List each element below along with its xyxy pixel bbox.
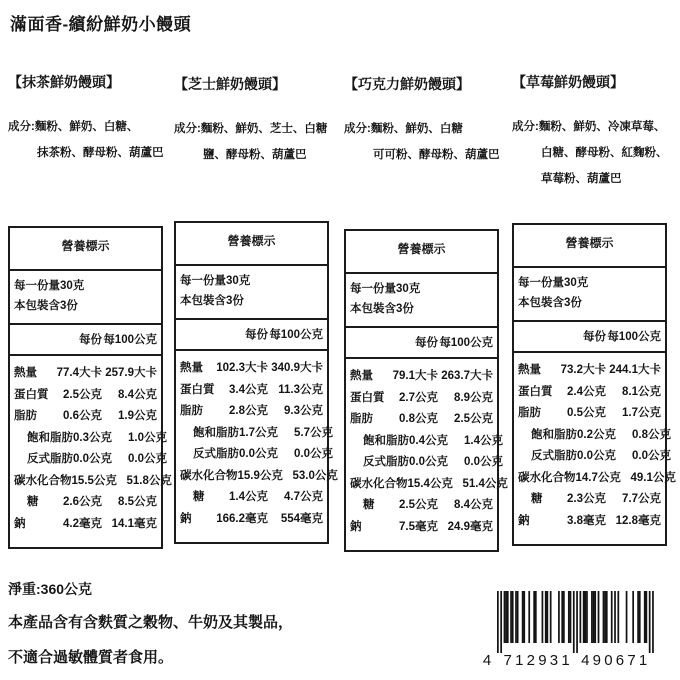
servings-per-pack: 本包裝含3份 — [518, 297, 582, 309]
product-ingredients — [512, 114, 680, 192]
product-column — [174, 74, 338, 594]
barcode-digit: 2 — [526, 652, 535, 669]
serving-size: 每一份量30克 — [350, 283, 421, 295]
nutrient-label: 碳水化合物 — [14, 474, 72, 487]
col-header-per-serving: 每份 — [245, 329, 268, 341]
value-per-serving: 2.4公克 — [567, 385, 606, 398]
nutrition-row — [180, 466, 338, 488]
nutrition-table — [344, 229, 508, 552]
value-per-100g: 1.0公克 — [128, 431, 167, 444]
net-weight-text: 淨重:360公克 — [8, 581, 93, 597]
value-per-serving: 73.2大卡 — [560, 364, 606, 376]
nutrition-row — [14, 514, 157, 536]
ingredients-line: 成分:麵粉、鮮奶、芝士、白糖 — [174, 123, 328, 135]
nutrient-label: 脂肪 — [350, 413, 373, 425]
nutrition-row — [518, 446, 671, 468]
nutrient-label: 飽和脂肪 — [363, 434, 409, 447]
nutrient-label: 熱量 — [518, 364, 541, 376]
value-per-serving: 0.0公克 — [239, 448, 278, 460]
nutrition-row — [350, 452, 503, 474]
value-per-serving: 102.3大卡 — [216, 362, 268, 374]
nutrient-label: 蛋白質 — [14, 388, 49, 401]
nutrition-row — [180, 358, 323, 380]
barcode-digit: 7 — [627, 652, 636, 669]
value-per-100g: 0.0公克 — [464, 456, 503, 468]
product-name: 【抹茶鮮奶饅頭】 — [8, 74, 120, 90]
value-per-serving: 14.7公克 — [575, 471, 621, 484]
serving-info — [346, 272, 497, 326]
col-header-per-serving: 每份 — [583, 331, 606, 343]
value-per-serving: 15.5公克 — [71, 474, 117, 487]
product-column — [512, 72, 676, 592]
nutrition-rows — [514, 351, 676, 544]
value-per-100g: 1.9公克 — [118, 410, 157, 422]
value-per-serving: 0.0公克 — [73, 453, 112, 465]
value-per-serving: 0.0公克 — [577, 450, 616, 462]
nutrition-row — [350, 431, 503, 453]
value-per-100g: 1.4公克 — [464, 434, 503, 447]
nutrient-label: 脂肪 — [180, 405, 203, 417]
nutrient-label: 鈉 — [518, 514, 530, 527]
value-per-100g: 51.8公克 — [126, 474, 172, 487]
allergy-warning-line1: 本產品含有含麩質之穀物、牛奶及其製品， — [8, 614, 294, 631]
value-per-serving: 0.8公克 — [399, 413, 438, 425]
nutrient-label: 反式脂肪 — [531, 450, 577, 462]
servings-per-pack: 本包裝含3份 — [350, 303, 414, 315]
nutrition-rows — [346, 357, 508, 550]
value-per-100g: 0.0公克 — [632, 450, 671, 462]
barcode-digit: 4 — [482, 652, 492, 669]
nutrition-row — [518, 360, 661, 382]
nutrition-rows — [10, 354, 172, 547]
nutrition-row — [350, 517, 493, 539]
serving-size: 每一份量30克 — [518, 277, 589, 289]
barcode — [480, 591, 664, 673]
nutrition-row — [14, 428, 167, 450]
barcode-digit: 1 — [515, 652, 524, 669]
value-per-serving: 0.5公克 — [567, 407, 606, 419]
barcode-digit: 4 — [581, 652, 590, 669]
value-per-100g: 8.4公克 — [454, 499, 493, 511]
barcode-digit: 9 — [592, 652, 601, 669]
nutrition-table-title: 營養標示 — [565, 236, 614, 250]
nutrient-label: 熱量 — [180, 362, 203, 374]
nutrition-row — [518, 489, 661, 511]
barcode-digit: 1 — [561, 652, 570, 669]
serving-size: 每一份量30克 — [14, 280, 85, 292]
value-per-serving: 0.0公克 — [409, 456, 448, 468]
value-per-100g: 5.7公克 — [294, 426, 333, 439]
product-name: 【草莓鮮奶饅頭】 — [512, 74, 624, 90]
nutrient-label: 鈉 — [14, 517, 26, 530]
spacer — [180, 326, 245, 342]
nutrition-table-title: 營養標示 — [397, 242, 446, 256]
barcode-digit: 9 — [538, 652, 547, 669]
nutrition-row — [14, 492, 157, 514]
value-per-100g: 1.7公克 — [622, 407, 661, 419]
nutrient-label: 飽和脂肪 — [193, 426, 239, 439]
value-per-100g: 49.1公克 — [630, 471, 676, 484]
value-per-100g: 8.5公克 — [118, 496, 157, 508]
barcode-digit: 0 — [604, 652, 613, 669]
value-per-serving: 2.5公克 — [399, 499, 438, 511]
serving-info — [176, 264, 327, 318]
value-per-serving: 1.7公克 — [239, 426, 278, 439]
ingredients-line: 可可粉、酵母粉、葫蘆巴 — [373, 149, 500, 161]
nutrient-label: 糖 — [193, 491, 205, 503]
nutrition-row — [180, 380, 323, 402]
ingredients-line: 成分:麵粉、鮮奶、白糖 — [344, 123, 463, 135]
barcode-digit: 7 — [503, 652, 512, 669]
product-ingredients — [344, 116, 514, 168]
nutrition-rows — [176, 349, 338, 542]
servings-per-pack: 本包裝含3份 — [180, 295, 244, 307]
value-per-100g: 14.1毫克 — [111, 517, 157, 530]
ingredients-line: 成分:麵粉、鮮奶、冷凍草莓、 — [512, 121, 666, 133]
nutrition-row — [180, 423, 333, 445]
value-per-100g: 8.9公克 — [454, 391, 493, 404]
product-ingredients — [8, 114, 178, 166]
value-per-100g: 244.1大卡 — [609, 364, 661, 376]
nutrition-row — [350, 409, 493, 431]
nutrition-row — [518, 511, 661, 533]
barcode-digit: 3 — [549, 652, 559, 669]
serving-info — [10, 269, 161, 323]
value-per-100g: 24.9毫克 — [447, 520, 493, 533]
ingredients-line: 成分:麵粉、鮮奶、白糖、 — [8, 121, 139, 133]
value-per-serving: 2.7公克 — [399, 391, 438, 404]
value-per-serving: 7.5毫克 — [399, 520, 438, 533]
product-column — [344, 74, 508, 594]
value-per-serving: 15.4公克 — [407, 477, 453, 490]
nutrition-row — [14, 363, 157, 385]
nutrition-row — [14, 406, 157, 428]
value-per-100g: 53.0公克 — [292, 469, 338, 482]
value-per-100g: 0.8公克 — [632, 428, 671, 441]
barcode-bars — [480, 591, 664, 673]
ingredients-line: 白糖、酵母粉、紅麴粉、 — [541, 147, 668, 159]
nutrition-column-headers — [346, 326, 497, 357]
spacer — [14, 331, 79, 347]
nutrition-row — [180, 509, 323, 531]
nutrition-row — [14, 471, 172, 493]
col-header-per-serving: 每份 — [79, 334, 102, 346]
nutrient-label: 蛋白質 — [518, 385, 553, 398]
nutrition-row — [518, 468, 676, 490]
value-per-100g: 0.0公克 — [294, 448, 333, 460]
value-per-serving: 2.8公克 — [229, 405, 268, 417]
value-per-serving: 79.1大卡 — [392, 370, 438, 382]
product-column — [8, 72, 172, 592]
value-per-100g: 51.4公克 — [462, 477, 508, 490]
nutrition-table — [512, 223, 676, 546]
value-per-100g: 0.0公克 — [128, 453, 167, 465]
spacer — [518, 328, 583, 344]
nutrition-row — [350, 388, 493, 410]
nutrition-column-headers — [176, 318, 327, 349]
value-per-serving: 2.5公克 — [63, 388, 102, 401]
nutrition-row — [14, 385, 157, 407]
value-per-100g: 8.4公克 — [118, 388, 157, 401]
page-title: 滿面香-繽紛鮮奶小饅頭 — [10, 15, 192, 34]
nutrient-label: 碳水化合物 — [180, 469, 238, 482]
ingredients-line: 草莓粉、葫蘆巴 — [541, 173, 622, 185]
product-name: 【芝士鮮奶饅頭】 — [174, 76, 286, 92]
value-per-100g: 9.3公克 — [284, 405, 323, 417]
value-per-serving: 0.2公克 — [577, 428, 616, 441]
nutrient-label: 蛋白質 — [180, 383, 215, 396]
value-per-100g: 7.7公克 — [622, 493, 661, 505]
nutrition-row — [518, 425, 671, 447]
nutrient-label: 鈉 — [180, 512, 192, 525]
col-header-per-100g: 每100公克 — [607, 331, 661, 343]
value-per-100g: 257.9大卡 — [105, 367, 157, 379]
nutrient-label: 熱量 — [350, 370, 373, 382]
nutrition-row — [180, 487, 323, 509]
nutrient-label: 糖 — [363, 499, 375, 511]
nutrient-label: 脂肪 — [518, 407, 541, 419]
spacer — [350, 334, 415, 350]
nutrition-table — [8, 226, 172, 549]
value-per-serving: 77.4大卡 — [56, 367, 102, 379]
nutrition-column-headers — [10, 323, 161, 354]
nutrition-row — [350, 495, 493, 517]
nutrient-label: 反式脂肪 — [193, 448, 239, 460]
nutrient-label: 鈉 — [350, 520, 362, 533]
value-per-100g: 2.5公克 — [454, 413, 493, 425]
col-header-per-100g: 每100公克 — [269, 329, 323, 341]
nutrition-row — [180, 444, 333, 466]
value-per-serving: 4.2毫克 — [63, 517, 102, 530]
servings-per-pack: 本包裝含3份 — [14, 300, 78, 312]
value-per-100g: 12.8毫克 — [615, 514, 661, 527]
col-header-per-serving: 每份 — [415, 337, 438, 349]
nutrient-label: 糖 — [27, 496, 39, 508]
value-per-serving: 0.4公克 — [409, 434, 448, 447]
value-per-100g: 263.7大卡 — [441, 370, 493, 382]
ingredients-line: 抹茶粉、酵母粉、葫蘆巴 — [37, 147, 164, 159]
nutrition-row — [14, 449, 167, 471]
nutrient-label: 反式脂肪 — [363, 456, 409, 468]
serving-size: 每一份量30克 — [180, 275, 251, 287]
value-per-serving: 1.4公克 — [229, 491, 268, 503]
value-per-serving: 3.4公克 — [229, 383, 268, 396]
barcode-digit: 1 — [638, 652, 648, 669]
value-per-serving: 15.9公克 — [237, 469, 283, 482]
value-per-serving: 0.3公克 — [73, 431, 112, 444]
value-per-serving: 2.6公克 — [63, 496, 102, 508]
nutrient-label: 糖 — [531, 493, 543, 505]
product-ingredients — [174, 116, 344, 168]
nutrient-label: 蛋白質 — [350, 391, 385, 404]
nutrition-row — [518, 403, 661, 425]
nutrient-label: 飽和脂肪 — [531, 428, 577, 441]
value-per-100g: 8.1公克 — [622, 385, 661, 398]
col-header-per-100g: 每100公克 — [103, 334, 157, 346]
allergy-warning-line2: 不適合過敏體質者食用。 — [8, 649, 174, 666]
product-name: 【巧克力鮮奶饅頭】 — [344, 76, 470, 92]
value-per-serving: 166.2毫克 — [216, 512, 268, 525]
value-per-100g: 340.9大卡 — [271, 362, 323, 374]
nutrition-column-headers — [514, 320, 665, 351]
nutrient-label: 碳水化合物 — [350, 477, 408, 490]
nutrient-label: 脂肪 — [14, 410, 37, 422]
nutrient-label: 飽和脂肪 — [27, 431, 73, 444]
nutrition-table — [174, 221, 338, 544]
col-header-per-100g: 每100公克 — [439, 337, 493, 349]
value-per-100g: 554毫克 — [280, 512, 323, 525]
ingredients-line: 鹽、酵母粉、葫蘆巴 — [203, 149, 307, 161]
nutrition-table-title: 營養標示 — [227, 234, 276, 248]
nutrition-row — [518, 382, 661, 404]
nutrition-table-title: 營養標示 — [61, 239, 110, 253]
value-per-serving: 2.3公克 — [567, 493, 606, 505]
value-per-100g: 11.3公克 — [278, 383, 323, 396]
nutrient-label: 碳水化合物 — [518, 471, 576, 484]
nutrient-label: 熱量 — [14, 367, 37, 379]
nutrition-row — [180, 401, 323, 423]
value-per-100g: 4.7公克 — [284, 491, 323, 503]
nutrition-row — [350, 474, 508, 496]
serving-info — [514, 266, 665, 320]
value-per-serving: 3.8毫克 — [567, 514, 606, 527]
barcode-digit: 6 — [615, 652, 625, 669]
nutrient-label: 反式脂肪 — [27, 453, 73, 465]
value-per-serving: 0.6公克 — [63, 410, 102, 422]
nutrition-row — [350, 366, 493, 388]
